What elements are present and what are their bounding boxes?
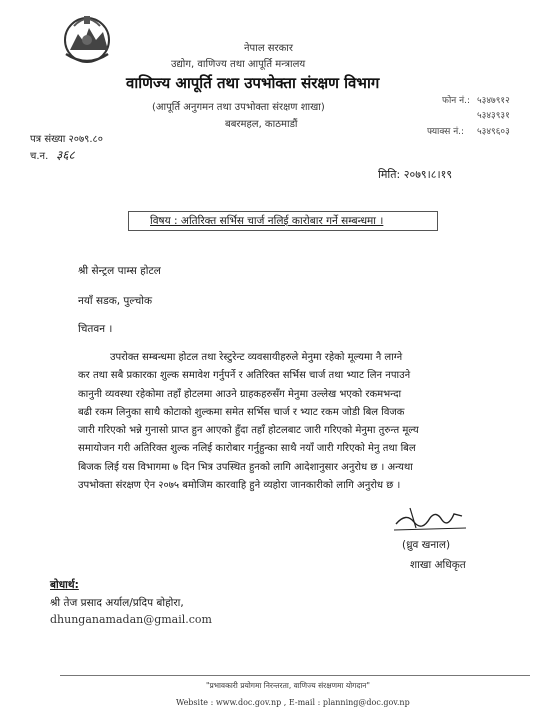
body-line: उपरोक्त सम्बन्धमा होटल तथा रेस्टुरेन्ट व्यवसायीहरुले मेनुमा रहेको मूल्यमा नै लाग्ने <box>110 352 403 363</box>
nepal-government-emblem-icon <box>56 10 118 66</box>
department-name: वाणिज्य आपूर्ति तथा उपभोक्ता संरक्षण विभाग <box>126 74 380 92</box>
office-location: बबरमहल, काठमाडौं <box>225 119 298 130</box>
phone-number-2: ५३४३९३१ <box>477 111 510 121</box>
letter-body <box>78 349 482 495</box>
body-line: जारी गरिएको भन्ने गुनासो प्राप्त हुन आएको हुँदा तहाँ होटलबाट जारी गरिएको मेनुमा तुरुन्त मूल्य <box>78 425 419 437</box>
body-line: कर तथा सबै प्रकारका शुल्क समावेश गर्नुपर्ने र अतिरिक्त सर्भिस चार्ज तथा भ्याट लिन नपाउने <box>78 370 411 382</box>
government-name: नेपाल सरकार <box>244 43 293 54</box>
footer-slogan: "प्रभावकारी प्रयोगमा निरन्तरता, वाणिज्य संरक्षणमा योगदान" <box>206 681 370 690</box>
signatory-title: शाखा अधिकृत <box>410 559 466 571</box>
fax-number: ५३४९६०३ <box>477 127 510 137</box>
fax-label: फ्याक्स नं.: <box>427 127 465 137</box>
subject-line: विषय : अतिरिक्त सर्भिस चार्ज नलिई कारोबार गर्ने सम्बन्धमा । <box>150 215 384 227</box>
body-line: बिजक लिई यस विभागमा ७ दिन भित्र उपस्थित हुनको लागि आदेशानुसार अनुरोध छ । अन्यथा <box>78 461 413 473</box>
phone-number-1: ५३४७९१२ <box>477 96 510 106</box>
recipient-road: नयाँ सडक, पुल्चोक <box>78 295 153 307</box>
body-line: उपभोक्ता संरक्षण ऐन २०७५ बमोजिम कारवाहि हुने व्यहोरा जानकारीको लागि अनुरोध छ । <box>78 480 401 492</box>
body-line: कानुनी व्यवस्था रहेकोमा तहाँ होटलमा आउने ग्राहकहरुसँग मेनुमा उल्लेख भएको रकमभन्दा <box>78 388 402 400</box>
cc-email: dhunganamadan@gmail.com <box>50 613 212 626</box>
letter-date: मिति: २०७९।८।१९ <box>378 168 453 181</box>
signatory-name: (ध्रुव खनाल) <box>402 539 451 551</box>
recipient-city: चितवन । <box>78 323 113 335</box>
ministry-name: उद्योग, वाणिज्य तथा आपूर्ति मन्त्रालय <box>171 59 306 70</box>
section-name: (आपूर्ति अनुगमन तथा उपभोक्ता संरक्षण शाखा) <box>152 102 325 113</box>
body-line: बढी रकम लिनुका साथै कोटाको शुल्कमा समेत सर्भिस चार्ज र भ्याट रकम जोडी बिल विजक <box>78 406 405 418</box>
phone-label: फोन नं.: <box>442 96 471 106</box>
recipient-name: श्री सेन्ट्रल पाम्स होटल <box>78 265 161 277</box>
handwritten-signature <box>392 502 472 536</box>
footer-divider <box>60 675 530 676</box>
dispatch-label: च.न. <box>30 151 49 162</box>
cc-heading: बोधार्थ: <box>50 579 79 591</box>
footer-contact: Website : www.doc.gov.np , E-mail : planning@doc.gov.np <box>176 698 410 707</box>
cc-names: श्री तेज प्रसाद अर्याल/प्रदिप बोहोरा, <box>50 597 184 609</box>
body-line: समायोजन गरी अतिरिक्त शुल्क नलिई कारोबार गर्नुहुन्का साथै नयाँ जारी गरिएको मेनु तथा बिल <box>78 443 416 455</box>
reference-number: पत्र संख्या २०७९.८० <box>30 134 103 145</box>
dispatch-number: ३६८ <box>56 148 75 162</box>
